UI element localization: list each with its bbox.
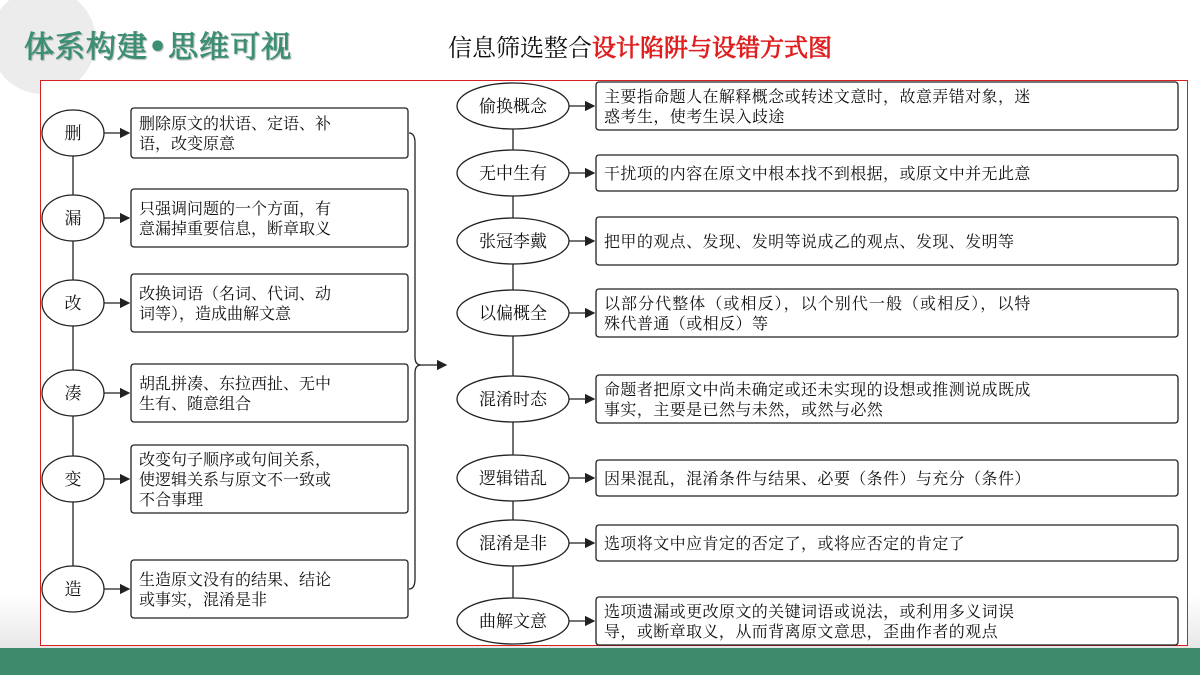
- method-desc-line: 删除原文的状语、定语、补: [139, 114, 332, 133]
- trap-desc-line: 干扰项的内容在原文中根本找不到根据，或原文中并无此意: [604, 164, 1031, 183]
- method-desc-line: 使逻辑关系与原文不一致或: [139, 470, 332, 489]
- trap-desc-line: 以部分代整体（或相反），以个别代一般（或相反），以特: [604, 294, 1031, 313]
- method-desc-line: 或事实，混淆是非: [139, 590, 268, 609]
- trap-label: 偷换概念: [479, 97, 547, 117]
- method-desc-box: [131, 274, 408, 332]
- method-desc-box: [131, 189, 408, 247]
- trap-label: 混淆是非: [479, 534, 547, 554]
- method-label: 删: [64, 124, 82, 144]
- trap-desc-line: 惑考生，使考生误入歧途: [604, 107, 785, 126]
- trap-desc-line: 殊代普通（或相反）等: [604, 314, 768, 333]
- bracket: [409, 133, 421, 589]
- trap-desc-line: 选项遗漏或更改原文的关键词语或说法，或利用多义词误: [604, 602, 1014, 621]
- method-desc-box: [131, 560, 408, 618]
- method-desc-line: 改变句子顺序或句间关系，: [139, 450, 332, 469]
- method-desc-line: 不合事理: [139, 490, 204, 509]
- trap-label: 张冠李戴: [479, 232, 547, 252]
- trap-desc-line: 事实，主要是已然与未然，或然与必然: [604, 400, 883, 419]
- method-desc-line: 生造原文没有的结果、结论: [139, 570, 332, 589]
- trap-label: 混淆时态: [479, 390, 547, 410]
- footer-band: [0, 648, 1200, 675]
- method-desc-line: 意漏掉重要信息，断章取义: [139, 219, 332, 238]
- method-desc-line: 语，改变原意: [139, 134, 236, 153]
- method-desc-box: [131, 364, 408, 422]
- section-title: 体系构建•思维可视: [24, 30, 293, 65]
- method-desc-line: 词等），造成曲解文意: [139, 304, 292, 323]
- trap-label: 逻辑错乱: [479, 469, 547, 489]
- method-label: 改: [64, 294, 82, 314]
- trap-label: 无中生有: [479, 164, 547, 184]
- method-label: 变: [64, 470, 82, 490]
- trap-desc-line: 把甲的观点、发现、发明等说成乙的观点、发现、发明等: [604, 232, 1014, 251]
- method-label: 漏: [64, 209, 82, 229]
- method-desc-line: 改换词语（名词、代词、动: [139, 284, 332, 303]
- method-label: 凑: [64, 384, 82, 404]
- trap-label: 曲解文意: [479, 612, 547, 632]
- trap-label: 以偏概全: [479, 304, 547, 324]
- trap-desc-line: 选项将文中应肯定的否定了，或将应否定的肯定了: [604, 534, 965, 553]
- method-desc-line: 生有、随意组合: [139, 394, 252, 413]
- method-desc-line: 胡乱拼凑、东拉西扯、无中: [139, 374, 332, 393]
- page-title-highlight: 设计陷阱与设错方式图: [592, 34, 832, 62]
- trap-desc-line: 因果混乱，混淆条件与结果、必要（条件）与充分（条件）: [604, 469, 1031, 488]
- trap-desc-line: 主要指命题人在解释概念或转述文意时，故意弄错对象，迷: [604, 87, 1031, 106]
- page-title-prefix: 信息筛选整合: [448, 34, 592, 62]
- trap-desc-line: 命题者把原文中尚未确定或还未实现的设想或推测说成既成: [604, 380, 1031, 399]
- method-desc-line: 只强调问题的一个方面，有: [139, 199, 332, 218]
- trap-desc-line: 导，或断章取义，从而背离原文意思，歪曲作者的观点: [604, 622, 998, 641]
- method-label: 造: [64, 580, 82, 600]
